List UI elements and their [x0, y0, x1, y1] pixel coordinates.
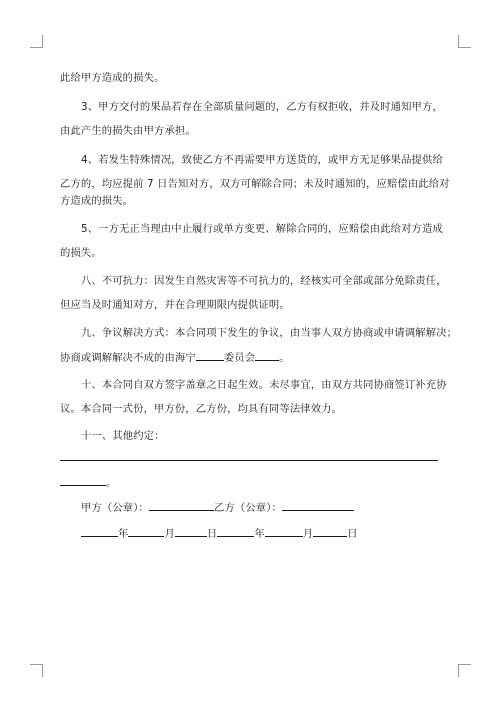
other-terms-end-line: [60, 476, 116, 489]
party-b-year-label: 年: [254, 528, 265, 540]
clause-3-line-2: 由此产生的损失由甲方承担。: [60, 125, 196, 137]
clause-4-line-2: 乙方的，均应提前 7 日告知对方，双方可解除合同；未及时通知的，应赔偿由此给对: [60, 178, 450, 190]
section-10-line-1: 十、本合同自双方签字盖章之日起生效。未尽事宜，由双方共同协商签订补充协: [81, 379, 447, 391]
clause-3-line-1: 3、甲方交付的果品若存在全部质量问题的，乙方有权拒收，并及时通知甲方，: [81, 101, 443, 113]
date-row: [81, 527, 358, 540]
section-10-line-2: 议。本合同一式份，甲方份，乙方份，均具有同等法律效力。: [60, 403, 343, 415]
section-9-line-2: [60, 351, 290, 364]
arbitration-city-blank[interactable]: [196, 351, 224, 361]
arbitration-committee-blank[interactable]: [255, 351, 279, 361]
party-a-month-label: 月: [164, 528, 175, 540]
section-9-line-2-text: 协商或调解解决不成的由海宁: [60, 352, 196, 364]
party-a-year-label: 年: [118, 528, 129, 540]
party-b-seal-label: 乙方（公章）：: [213, 502, 282, 514]
other-terms-end: 。: [106, 477, 117, 489]
party-b-month-label: 月: [302, 528, 314, 540]
paragraph-loss-tail: 此给甲方造成的损失。: [60, 72, 165, 84]
party-a-seal-label: 甲方（公章）：: [81, 502, 149, 514]
section-9-line-1: 九、争议解决方式：本合同项下发生的争议，由当事人双方协商或申请调解解决；: [81, 327, 458, 339]
clause-4-line-3: 方造成的损失。: [60, 195, 134, 207]
section-9-line-2-end: 。: [279, 352, 290, 364]
clause-4-line-1: 4、若发生特殊情况，致使乙方不再需要甲方送货的，或甲方无足够果品提供给: [81, 154, 443, 166]
party-b-year-blank[interactable]: [217, 527, 254, 537]
signature-row: [81, 501, 354, 514]
party-b-month-blank[interactable]: [265, 527, 303, 537]
section-8-line-1: 八、不可抗力：因发生自然灾害等不可抗力的，经核实可全部或部分免除责任，: [81, 275, 447, 287]
clause-5-line-1: 5、一方无正当理由中止履行或单方变更、解除合同的，应赔偿由此给对方造成: [81, 223, 443, 235]
section-9-committee-label: 委员会: [223, 352, 256, 364]
party-b-day-blank[interactable]: [313, 527, 347, 537]
party-a-year-blank[interactable]: [81, 527, 118, 537]
party-a-day-label: 日: [206, 528, 218, 540]
other-terms-blank-short[interactable]: [60, 476, 106, 486]
party-a-day-blank[interactable]: [175, 527, 207, 537]
other-terms-blank-line[interactable]: [60, 460, 438, 461]
party-a-month-blank[interactable]: [128, 527, 164, 537]
section-8-line-2: 但应当及时通知对方，并在合理期限内提供证明。: [60, 299, 290, 311]
party-b-day-label: 日: [347, 528, 358, 540]
section-11-heading: 十一、其他约定：: [81, 430, 165, 442]
clause-5-line-2: 的损失。: [60, 247, 102, 259]
party-b-seal-blank[interactable]: [282, 501, 354, 511]
party-a-seal-blank[interactable]: [149, 501, 214, 511]
